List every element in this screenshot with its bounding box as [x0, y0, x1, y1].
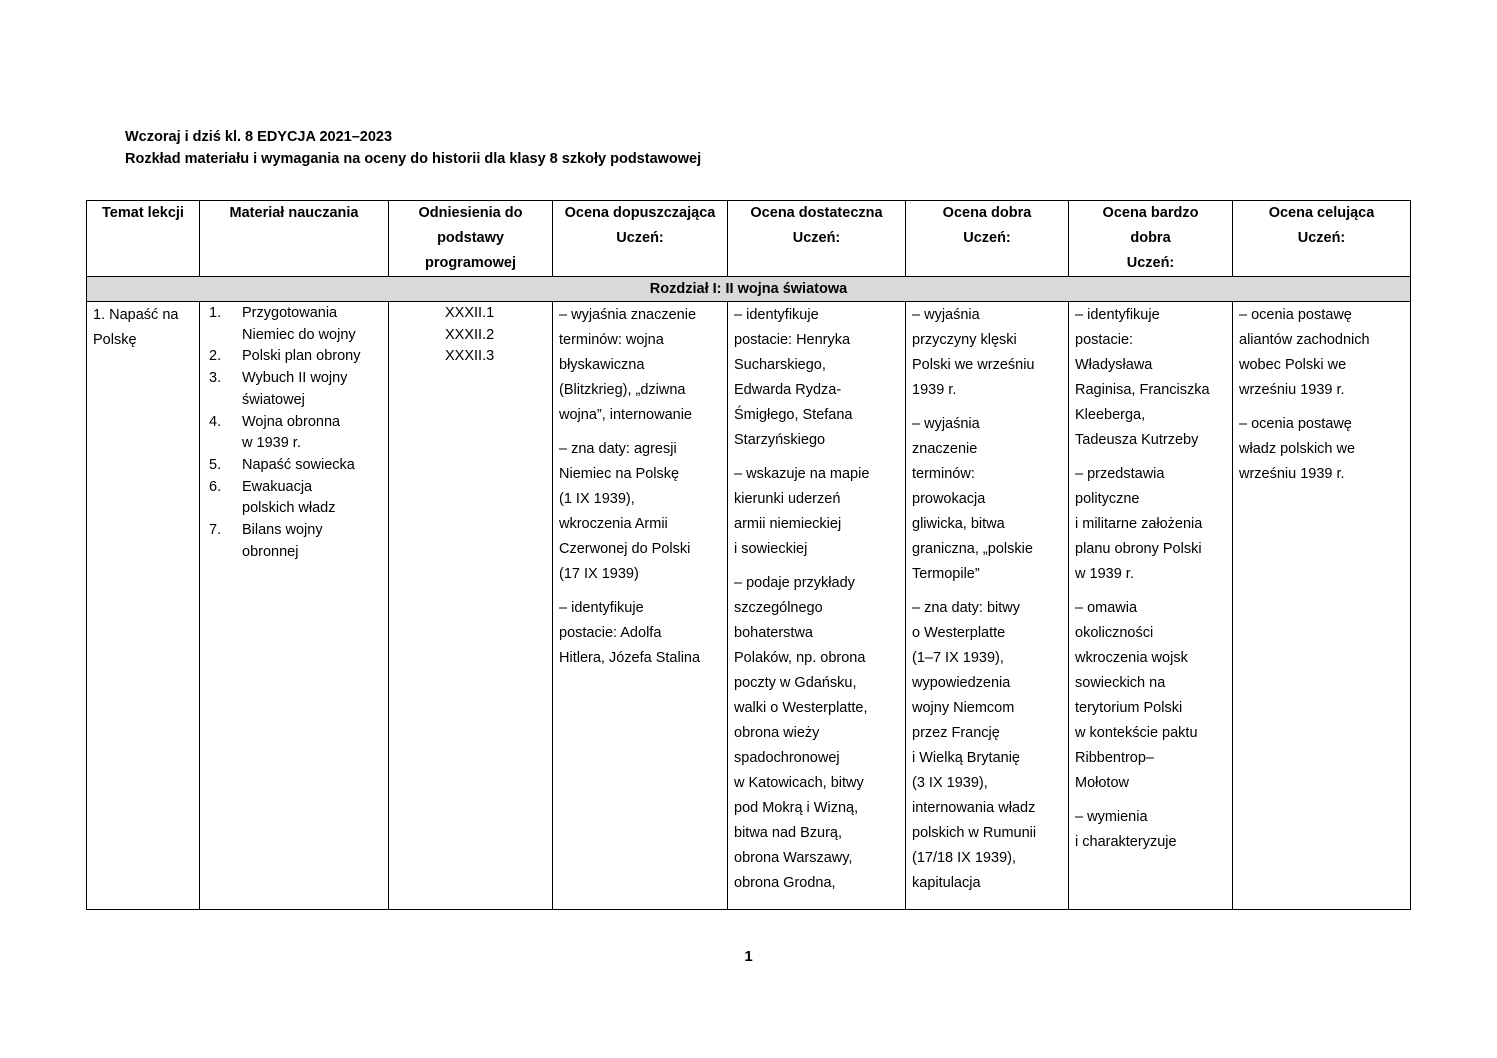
requirement-line: – wyjaśnia [912, 416, 980, 432]
requirement-line: Polaków, np. obrona [734, 650, 866, 666]
requirement-line: (Blitzkrieg), „dziwna [559, 382, 686, 398]
requirement-item [912, 412, 1062, 587]
list-item-line: Bilans wojny [242, 522, 323, 539]
requirement-line: błyskawiczna [559, 357, 645, 373]
chapter-row [87, 277, 1411, 302]
requirement-line: postacie: [1075, 332, 1134, 348]
header-label-line: Uczeń: [792, 230, 841, 246]
requirement-line: gliwicka, bitwa [912, 516, 1005, 532]
requirement-item [734, 303, 899, 453]
list-item-line: Niemiec do wojny [242, 326, 356, 343]
header-label-line: Ocena celująca [1268, 205, 1375, 221]
requirement-item [1075, 805, 1226, 855]
list-item-number: 3. [209, 370, 222, 387]
list-item-number: 1. [209, 305, 222, 321]
requirement-line: (1–7 IX 1939), [912, 650, 1004, 666]
requirement-line: władz polskich we [1239, 441, 1356, 457]
list-item [206, 368, 382, 411]
requirement-line: graniczna, „polskie [912, 541, 1033, 557]
list-item-line: obronnej [242, 543, 299, 560]
requirement-line: – przedstawia [1075, 466, 1165, 482]
header-label-line: Ocena dostateczna [750, 205, 883, 221]
requirements-grade-5-cell [1069, 302, 1233, 910]
requirement-line: Starzyńskiego [734, 432, 826, 448]
requirement-item [912, 303, 1062, 403]
requirement-line: w kontekście paktu [1075, 725, 1198, 741]
list-item-line: Napaść sowiecka [242, 456, 355, 473]
requirement-line: (3 IX 1939), [912, 775, 988, 791]
curriculum-table [86, 200, 1411, 910]
requirement-line: obrona wieży [734, 725, 820, 741]
requirement-line: – omawia [1075, 600, 1138, 616]
list-item-number: 2. [209, 348, 222, 365]
curriculum-reference: XXXII.2 [445, 326, 495, 343]
requirement-line: – wyjaśnia [912, 307, 980, 323]
list-item [206, 520, 382, 563]
header-label-line: Materiał nauczania [229, 205, 359, 221]
requirement-item [559, 303, 721, 428]
requirement-line: obrona Grodna, [734, 875, 836, 891]
requirement-line: obrona Warszawy, [734, 850, 853, 866]
requirement-line: Polski we wrześniu [912, 357, 1035, 373]
requirement-line: polskich w Rumunii [912, 825, 1037, 841]
requirement-line: wrześniu 1939 r. [1239, 382, 1345, 398]
requirement-line: znaczenie [912, 441, 978, 457]
requirement-item [1239, 303, 1404, 403]
curriculum-reference: XXXII.3 [445, 348, 495, 365]
list-item-number: 7. [209, 522, 222, 539]
requirement-line: Sucharskiego, [734, 357, 826, 373]
requirement-line: armii niemieckiej [734, 516, 842, 532]
requirement-line: (17 IX 1939) [559, 566, 639, 582]
requirement-line: Kleeberga, [1075, 407, 1146, 423]
requirement-line: i militarne założenia [1075, 516, 1203, 532]
requirement-line: wkroczenia Armii [559, 516, 668, 532]
requirement-line: Hitlera, Józefa Stalina [559, 650, 701, 666]
requirement-line: Termopile” [912, 566, 980, 582]
requirement-line: w Katowicach, bitwy [734, 775, 864, 791]
requirement-line: (17/18 IX 1939), [912, 850, 1016, 866]
list-item-text [242, 412, 382, 455]
list-item-line: polskich władz [242, 500, 336, 517]
list-item [206, 477, 382, 520]
requirement-line: wkroczenia wojsk [1075, 650, 1188, 666]
requirement-line: Mołotow [1075, 775, 1129, 791]
lesson-materials-cell [200, 302, 389, 910]
requirement-line: – podaje przykłady [734, 575, 855, 591]
requirement-item [912, 596, 1062, 896]
header-label-line: programowej [424, 255, 517, 271]
header-label-line: podstawy [437, 230, 504, 246]
requirement-item [1075, 596, 1226, 796]
list-item [206, 455, 382, 477]
header-cell-grade-4 [906, 201, 1069, 277]
list-item-text [242, 477, 382, 520]
requirements-grade-6-cell [1233, 302, 1411, 910]
requirement-line: – zna daty: agresji [559, 441, 677, 457]
header-label-line: Uczeń: [616, 230, 664, 246]
list-item-text [242, 303, 382, 346]
requirement-line: terminów: [912, 466, 975, 482]
requirement-line: terminów: wojna [559, 332, 664, 348]
requirement-item [734, 462, 899, 562]
header-label-line: dobra [1130, 230, 1171, 246]
page-number: 1 [744, 948, 753, 965]
requirement-line: – identyfikuje [559, 600, 644, 616]
requirement-line: – identyfikuje [1075, 307, 1160, 323]
header-cell-materials [200, 201, 389, 277]
requirement-line: poczty w Gdańsku, [734, 675, 857, 691]
requirement-line: przyczyny klęski [912, 332, 1017, 348]
list-item-number: 6. [209, 478, 222, 495]
lesson-references-cell [389, 302, 553, 910]
requirement-line: i charakteryzuje [1075, 834, 1177, 850]
chapter-title: Rozdział I: II wojna światowa [87, 277, 1411, 302]
requirement-item [734, 571, 899, 896]
document-title: Wczoraj i dziś kl. 8 EDYCJA 2021–2023 [125, 129, 393, 145]
requirement-line: Ribbentrop– [1075, 750, 1154, 766]
requirement-line: polityczne [1075, 491, 1140, 507]
requirement-line: bohaterstwa [734, 625, 813, 641]
requirement-item [1075, 462, 1226, 587]
list-item [206, 412, 382, 455]
requirement-line: wojna”, internowanie [559, 407, 692, 423]
lesson-topic-cell [87, 302, 200, 910]
requirements-grade-4-cell [906, 302, 1069, 910]
requirement-item [559, 596, 721, 671]
header-label-line: Uczeń: [1297, 230, 1346, 246]
list-item-number: 5. [209, 456, 222, 473]
header-cell-topic [87, 201, 200, 277]
requirement-line: – wymienia [1075, 809, 1148, 825]
requirement-line: bitwa nad Bzurą, [734, 825, 843, 841]
list-item-line: światowej [242, 391, 305, 408]
requirement-line: – wskazuje na mapie [734, 466, 870, 482]
requirement-line: w 1939 r. [1075, 566, 1134, 582]
requirement-line: szczególnego [734, 600, 823, 616]
lesson-topic-line: Polskę [93, 332, 137, 348]
curriculum-reference: XXXII.1 [445, 305, 495, 321]
list-item-line: Przygotowania [242, 305, 338, 321]
requirement-line: – ocenia postawę [1239, 307, 1352, 323]
requirement-line: sowieckich na [1075, 675, 1166, 691]
list-item-line: Ewakuacja [242, 478, 313, 495]
requirement-line: Tadeusza Kutrzeby [1075, 432, 1199, 448]
requirement-line: – identyfikuje [734, 307, 819, 323]
requirement-item [559, 437, 721, 587]
requirement-line: prowokacja [912, 491, 986, 507]
requirement-line: wobec Polski we [1239, 357, 1347, 373]
header-label-line: Ocena dopuszczająca [564, 205, 716, 221]
list-item-line: Wybuch II wojny [242, 370, 348, 387]
list-item-line: Polski plan obrony [242, 348, 361, 365]
requirement-line: Czerwonej do Polski [559, 541, 691, 557]
requirement-item [1239, 412, 1404, 487]
requirement-item [1075, 303, 1226, 453]
requirement-line: i Wielką Brytanię [912, 750, 1020, 766]
document-header [125, 126, 701, 170]
requirement-line: postacie: Henryka [734, 332, 851, 348]
requirement-line: aliantów zachodnich [1239, 332, 1370, 348]
materials-list [206, 303, 382, 563]
requirement-line: wrześniu 1939 r. [1239, 466, 1345, 482]
requirement-line: kierunki uderzeń [734, 491, 841, 507]
requirement-line: wojny Niemcom [912, 700, 1015, 716]
list-item-text [242, 368, 382, 411]
requirement-line: internowania władz [912, 800, 1036, 816]
header-label-line: Uczeń: [963, 230, 1011, 246]
requirement-line: Niemiec na Polskę [559, 466, 680, 482]
table-row [87, 302, 1411, 910]
requirement-line: Raginisa, Franciszka [1075, 382, 1210, 398]
requirement-line: spadochronowej [734, 750, 840, 766]
table-header-row [87, 201, 1411, 277]
requirement-line: o Westerplatte [912, 625, 1006, 641]
requirement-line: przez Francję [912, 725, 1000, 741]
list-item-number: 4. [209, 413, 222, 430]
list-item-line: w 1939 r. [242, 435, 301, 452]
header-cell-grade-2 [553, 201, 728, 277]
header-label-line: Uczeń: [1126, 255, 1175, 271]
requirement-line: walki o Westerplatte, [734, 700, 868, 716]
header-cell-grade-6 [1233, 201, 1411, 277]
header-label-line: Ocena bardzo [1102, 205, 1199, 221]
header-cell-references [389, 201, 553, 277]
requirement-line: okoliczności [1075, 625, 1154, 641]
requirement-line: (1 IX 1939), [559, 491, 635, 507]
requirement-line: wypowiedzenia [912, 675, 1011, 691]
header-label-line: Odniesienia do [418, 205, 523, 221]
requirement-line: postacie: Adolfa [559, 625, 662, 641]
header-label-line: Ocena dobra [942, 205, 1032, 221]
requirement-line: i sowieckiej [734, 541, 808, 557]
list-item-text [242, 520, 382, 563]
lesson-topic-line: 1. Napaść na [93, 307, 179, 323]
requirement-line: – ocenia postawę [1239, 416, 1352, 432]
header-cell-grade-3 [728, 201, 906, 277]
requirements-grade-2-cell [553, 302, 728, 910]
requirements-grade-3-cell [728, 302, 906, 910]
requirement-line: Władysława [1075, 357, 1153, 373]
requirement-line: Edwarda Rydza- [734, 382, 842, 398]
list-item [206, 303, 382, 346]
list-item-text [242, 346, 382, 368]
requirement-line: planu obrony Polski [1075, 541, 1202, 557]
list-item-text [242, 455, 382, 477]
requirement-line: pod Mokrą i Wizną, [734, 800, 859, 816]
requirement-line: Śmigłego, Stefana [734, 407, 853, 423]
list-item [206, 346, 382, 368]
requirement-line: – wyjaśnia znaczenie [559, 307, 697, 323]
list-item-line: Wojna obronna [242, 413, 341, 430]
header-cell-grade-5 [1069, 201, 1233, 277]
requirement-line: kapitulacja [912, 875, 981, 891]
requirement-line: terytorium Polski [1075, 700, 1183, 716]
header-label-line: Temat lekcji [102, 205, 184, 221]
requirement-line: – zna daty: bitwy [912, 600, 1020, 616]
document-subtitle: Rozkład materiału i wymagania na oceny do historii dla klasy 8 szkoły podstawowej [125, 151, 702, 167]
requirement-line: 1939 r. [912, 382, 957, 398]
